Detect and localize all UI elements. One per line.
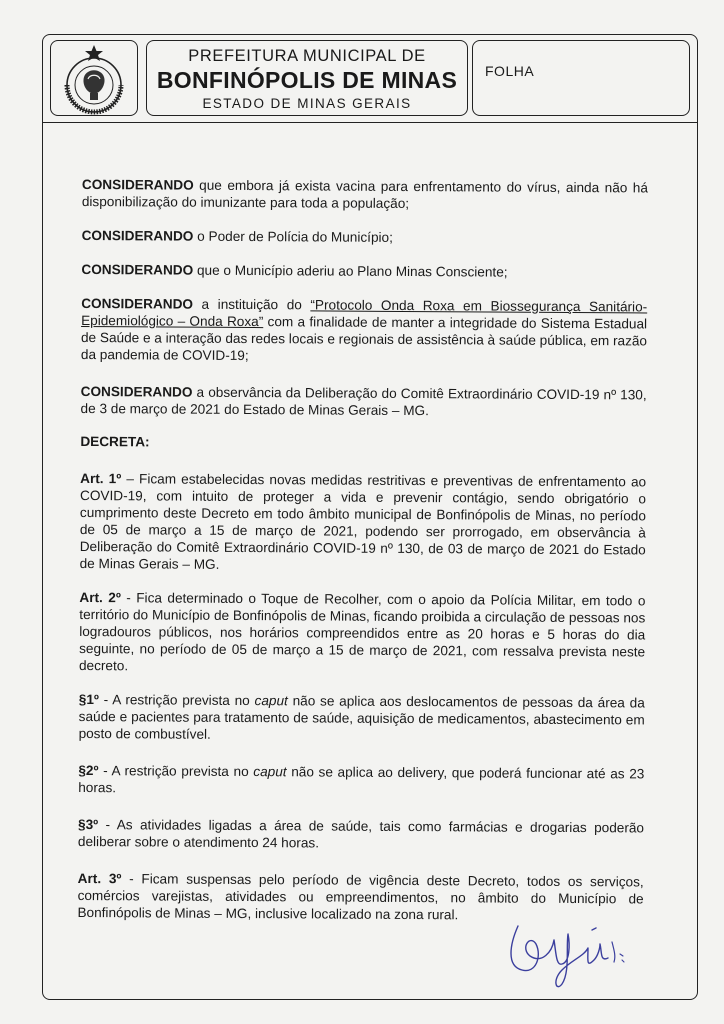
letterhead-municipality-name: BONFINÓPOLIS DE MINAS — [156, 67, 458, 93]
considerando-keyword: CONSIDERANDO — [80, 383, 193, 400]
considerando-text-continued: com a finalidade de manter a integridade do Sistema Estadual de Saúde e a interação das redes locais e regionais de assistência à saúde pública, em razão da pandemia de COVID-19; — [80, 314, 648, 364]
considerando-minas-consciente — [81, 261, 647, 281]
caput-term: caput — [254, 693, 288, 709]
onda-roxa-protocol-reference: “Protocolo Onda Roxa em Biossegurança Sanitário-Epidemiológico – Onda Roxa” — [81, 297, 648, 330]
considerando-text: o Poder de Polícia do Município; — [193, 228, 393, 245]
municipal-seal-box — [50, 40, 138, 116]
paragraph-label: §1º — [78, 691, 99, 708]
caput-term: caput — [253, 764, 287, 780]
letterhead-line-1: PREFEITURA MUNICIPAL DE — [188, 47, 426, 65]
article-text: - Fica determinado o Toque de Recolher, com o apoio da Polícia Militar, em todo o território do Município de Bonfinópolis de Minas, ficando proibida a circulação de pessoas nos logradouros públicos, nos horários compreendidos entre as 20 horas e 5 horas do dia seguinte, no período de 05 de março a 15 de março de 2021, com ressalva prevista neste decreto. — [78, 590, 646, 674]
municipal-seal-icon — [57, 43, 131, 115]
article-text: - Ficam suspensas pelo período de vigência deste Decreto, todos os serviços, comércios varejistas, atividades ou empreendimentos, no âmbito do Município de Bonfinópolis de Minas – MG, inclusive localizado na zona rural. — [77, 871, 644, 923]
folha-label: FOLHA — [485, 63, 535, 79]
paragraph-2 — [78, 762, 644, 799]
considerando-text: a observância da Deliberação do Comitê Extraordinário COVID-19 nº 130, de 3 de março de 2021 do Estado de Minas Gerais – MG. — [80, 384, 647, 419]
letterhead — [42, 34, 698, 118]
considerando-keyword: CONSIDERANDO — [81, 261, 194, 278]
considerando-text: a instituição do — [192, 296, 311, 313]
considerando-onda-roxa — [81, 295, 647, 366]
paragraph-text: - A restrição prevista no — [98, 763, 254, 780]
article-1 — [80, 470, 647, 575]
considerando-text: que o Município aderiu ao Plano Minas Consciente; — [193, 262, 508, 280]
letterhead-title-box — [146, 40, 468, 116]
article-label: Art. 2º — [79, 589, 121, 606]
paragraph-text: - A restrição prevista no — [98, 692, 255, 709]
paragraph-1 — [79, 691, 645, 745]
decree-body — [77, 176, 648, 924]
paragraph-text-continued: não se aplica ao delivery, que poderá funcionar até as 23 horas. — [78, 764, 645, 796]
article-label: Art. 3º — [77, 870, 122, 887]
considerando-police-power — [82, 227, 648, 247]
folha-box — [472, 40, 690, 116]
considerando-deliberation — [81, 383, 647, 420]
article-2 — [79, 589, 646, 677]
considerando-text: que embora já exista vacina para enfrentamento do vírus, ainda não há disponibilização do imunizante para toda a população; — [81, 177, 648, 211]
considerando-vaccine — [82, 176, 648, 213]
signature-mark — [496, 904, 636, 994]
paragraph-text-continued: não se aplica aos deslocamentos de pessoas da área da saúde e pacientes para tratamento de saúde, aquisição de medicamentos, abastecimento em posto de combustível. — [78, 693, 645, 742]
paragraph-text: - As atividades ligadas a área de saúde, tais como farmácias e drogarias poderão deliberar sobre o atendimento 24 horas. — [77, 817, 645, 851]
paragraph-label: §2º — [78, 762, 99, 779]
considerando-keyword: CONSIDERANDO — [81, 295, 194, 312]
paragraph-label: §3º — [77, 816, 99, 833]
article-text: – Ficam estabelecidas novas medidas restritivas e preventivas de enfrentamento ao COVID-19, com intuito de proteger a vida e prevenir contágio, sendo obrigatório o cumprimento deste Decreto em todo âmbito municipal de Bonfinópolis de Minas, no período de 05 de março a 15 de março de 2021, podendo ser prorrogado, em observância à Deliberação do Comitê Extraordinário COVID-19 nº 130, de 03 de março de 2021 do Estado de Minas Gerais – MG. — [79, 471, 647, 572]
considerando-keyword: CONSIDERANDO — [81, 176, 194, 193]
letterhead-state-name: ESTADO DE MINAS GERAIS — [202, 96, 412, 111]
paragraph-3 — [78, 816, 644, 853]
header-divider — [42, 122, 698, 123]
decreta-label: DECRETA: — [80, 433, 150, 450]
considerando-keyword: CONSIDERANDO — [81, 227, 194, 244]
decreta-heading — [80, 433, 646, 453]
article-label: Art. 1º — [80, 470, 122, 487]
